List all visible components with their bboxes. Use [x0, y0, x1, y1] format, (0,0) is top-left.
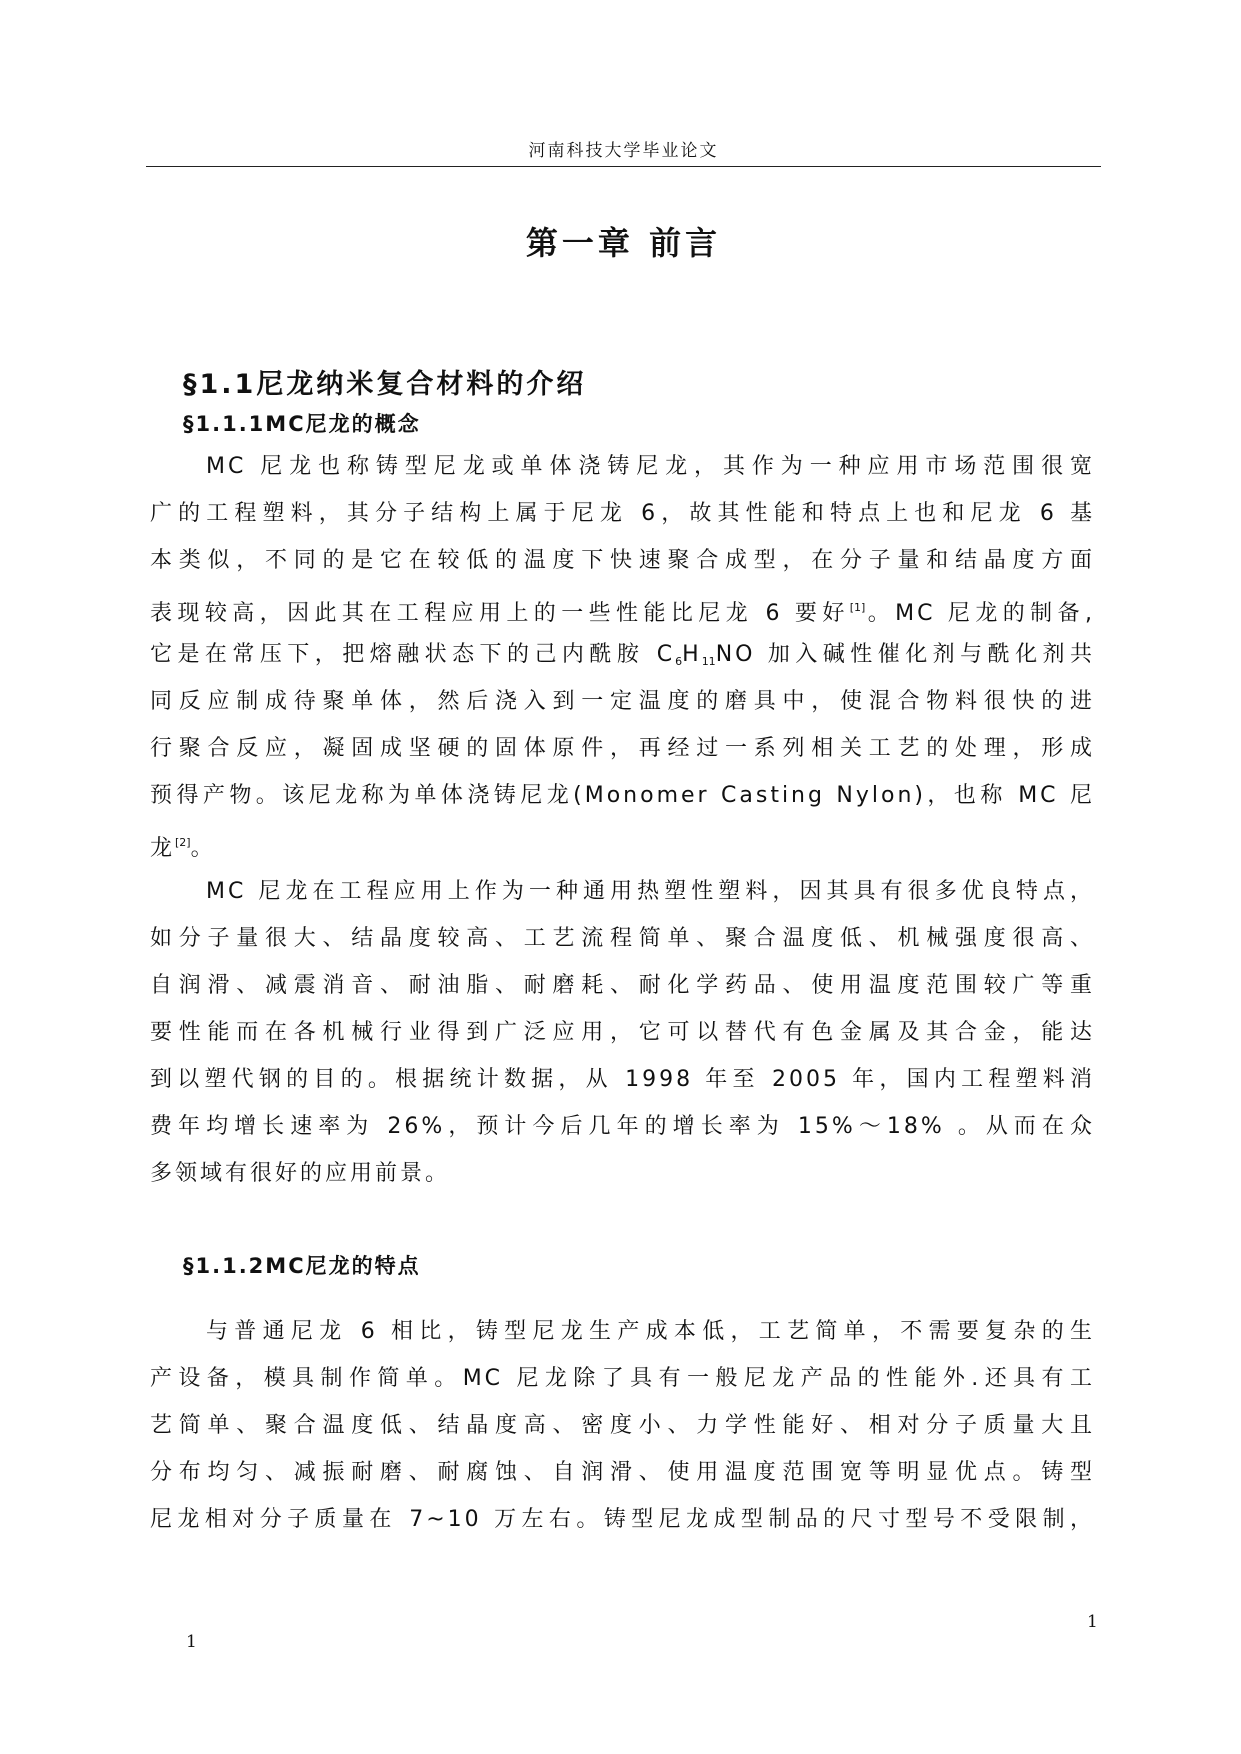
subscript: 6	[675, 655, 683, 668]
text-line: 要性能而在各机械行业得到广泛应用，它可以替代有色金属及其合金，能达	[150, 1020, 1095, 1045]
page-number-right: 1	[1087, 1612, 1098, 1632]
text-fragment: 龙	[150, 836, 176, 861]
text-line: 费年均增长速率为 26%，预计今后几年的增长率为 15%～18% 。从而在众	[150, 1114, 1095, 1139]
text-line: 本类似，不同的是它在较低的温度下快速聚合成型，在分子量和结晶度方面	[150, 548, 1095, 573]
text-line: 预得产物。该尼龙称为单体浇铸尼龙(Monomer Casting Nylon)，也称 MC 尼	[150, 783, 1095, 808]
chapter-title: 第一章 前言	[525, 224, 722, 262]
running-header: 河南科技大学毕业论文	[528, 141, 719, 161]
text-line: 行聚合反应，凝固成坚硬的固体原件，再经过一系列相关工艺的处理，形成	[150, 736, 1095, 761]
text-line	[150, 631, 1095, 678]
paragraph-mc-features	[150, 1308, 1095, 1543]
subsection-title-2: §1.1.2MC尼龙的特点	[183, 1254, 421, 1278]
page-number-left: 1	[186, 1632, 197, 1652]
text-line: 与普通尼龙 6 相比，铸型尼龙生产成本低，工艺简单，不需要复杂的生	[206, 1319, 1095, 1344]
citation-ref: [1]	[849, 601, 866, 614]
text-line: 自润滑、减震消音、耐油脂、耐磨耗、耐化学药品、使用温度范围较广等重	[150, 973, 1095, 998]
subscript: 11	[701, 655, 716, 668]
subsection-title-1: §1.1.1MC尼龙的概念	[183, 412, 421, 436]
text-line: MC 尼龙在工程应用上作为一种通用热塑性塑料，因其具有很多优良特点，	[206, 879, 1095, 904]
text-fragment: 它是在常压下，把熔融状态下的己内酰胺 C	[150, 642, 676, 667]
text-line: 到以塑代钢的目的。根据统计数据，从 1998 年至 2005 年，国内工程塑料消	[150, 1067, 1095, 1092]
text-line	[150, 584, 1095, 631]
text-fragment: NO 加入碱性催化剂与酰化剂共	[715, 642, 1095, 667]
text-line: 艺简单、聚合温度低、结晶度高、密度小、力学性能好、相对分子质量大且	[150, 1413, 1095, 1438]
paragraph-mc-applications	[150, 868, 1095, 1197]
text-line: 尼龙相对分子质量在 7~10 万左右。铸型尼龙成型制品的尺寸型号不受限制，	[150, 1507, 1095, 1532]
paragraph-mc-concept	[150, 443, 1095, 866]
text-line: 产设备，模具制作简单。MC 尼龙除了具有一般尼龙产品的性能外.还具有工	[150, 1366, 1095, 1391]
text-line: 同反应制成待聚单体，然后浇入到一定温度的磨具中，使混合物料很快的进	[150, 689, 1095, 714]
text-fragment: 。	[190, 836, 216, 861]
text-line: 多领域有很好的应用前景。	[150, 1161, 451, 1186]
text-fragment: 。MC 尼龙的制备,	[865, 601, 1095, 626]
text-fragment: 表现较高，因此其在工程应用上的一些性能比尼龙 6 要好	[150, 601, 850, 626]
citation-ref: [2]	[175, 836, 191, 849]
text-line: MC 尼龙也称铸型尼龙或单体浇铸尼龙，其作为一种应用市场范围很宽	[206, 454, 1095, 479]
section-title: §1.1尼龙纳米复合材料的介绍	[183, 369, 587, 400]
text-line: 广的工程塑料，其分子结构上属于尼龙 6，故其性能和特点上也和尼龙 6 基	[150, 501, 1095, 526]
text-line	[150, 819, 1095, 866]
header-rule	[146, 166, 1101, 167]
text-fragment: H	[682, 642, 702, 667]
text-line: 如分子量很大、结晶度较高、工艺流程简单、聚合温度低、机械强度很高、	[150, 926, 1095, 951]
text-line: 分布均匀、减振耐磨、耐腐蚀、自润滑、使用温度范围宽等明显优点。铸型	[150, 1460, 1095, 1485]
